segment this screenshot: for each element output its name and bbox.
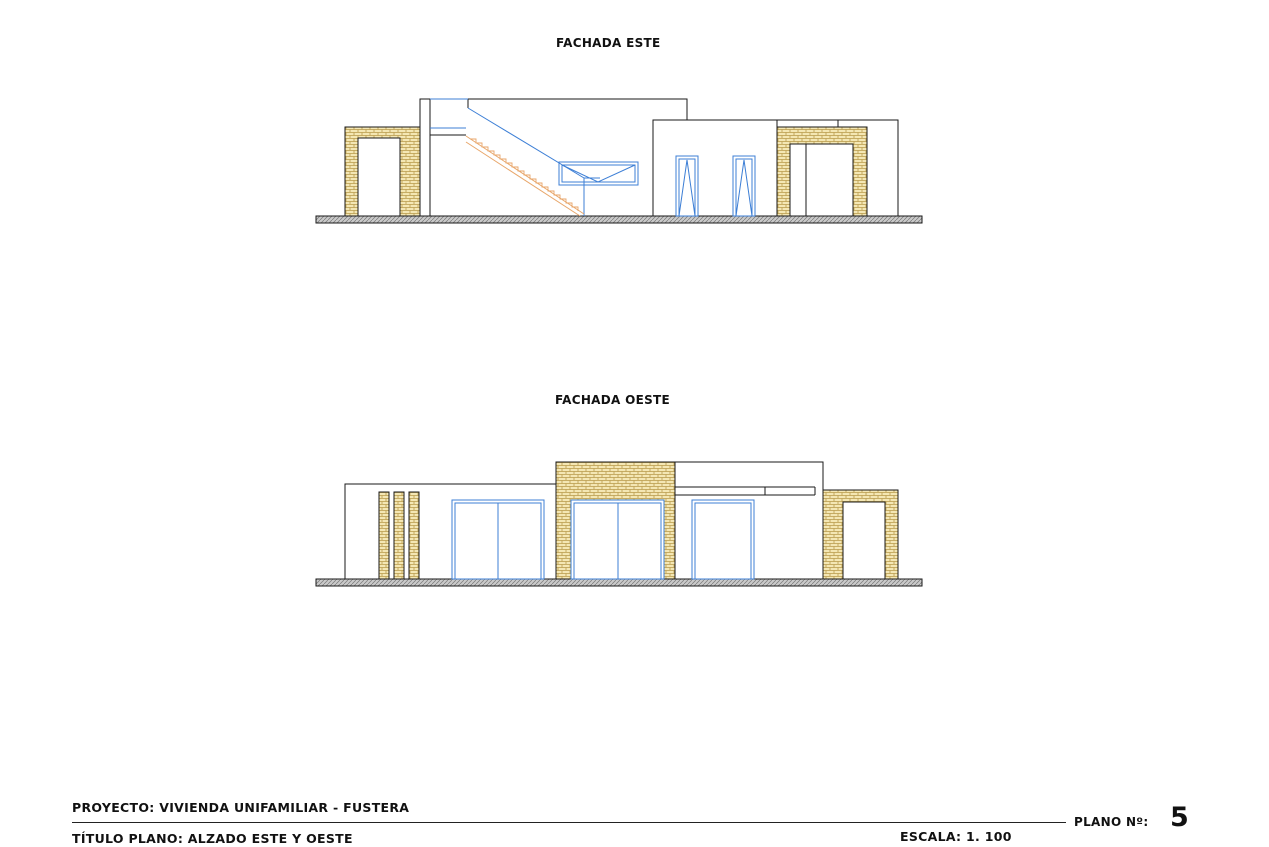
west-elevation-title: FACHADA OESTE <box>555 393 670 407</box>
east-elevation-title: FACHADA ESTE <box>556 36 661 50</box>
plan-number: 5 <box>1170 802 1189 833</box>
project-label: PROYECTO: VIVIENDA UNIFAMILIAR - FUSTERA <box>72 800 410 815</box>
west-ground-line <box>316 579 922 586</box>
east-horizontal-window <box>559 162 638 185</box>
title-block-rule <box>72 822 1066 823</box>
sheet-title-label: TÍTULO PLANO: ALZADO ESTE Y OESTE <box>72 831 353 846</box>
east-stair-steps <box>466 136 584 216</box>
west-sliding-window-2 <box>571 500 664 579</box>
west-brick-pillar-3 <box>409 492 419 579</box>
east-balcony-railing <box>430 99 468 135</box>
west-brick-pillar-2 <box>394 492 404 579</box>
east-column <box>420 99 430 216</box>
east-elevation <box>316 99 922 223</box>
west-elevation <box>316 462 922 586</box>
west-right-brick-wall <box>823 490 898 579</box>
east-left-brick-wall <box>345 127 420 216</box>
east-upper-volume <box>468 99 687 120</box>
west-right-volume <box>675 462 823 579</box>
east-ground-line <box>316 216 922 223</box>
east-right-volume <box>653 120 777 216</box>
east-right-brick-wall <box>777 127 867 216</box>
scale-label: ESCALA: 1. 100 <box>900 829 1012 844</box>
plan-number-label: PLANO Nº: <box>1074 815 1149 829</box>
west-brick-pillar-1 <box>379 492 389 579</box>
